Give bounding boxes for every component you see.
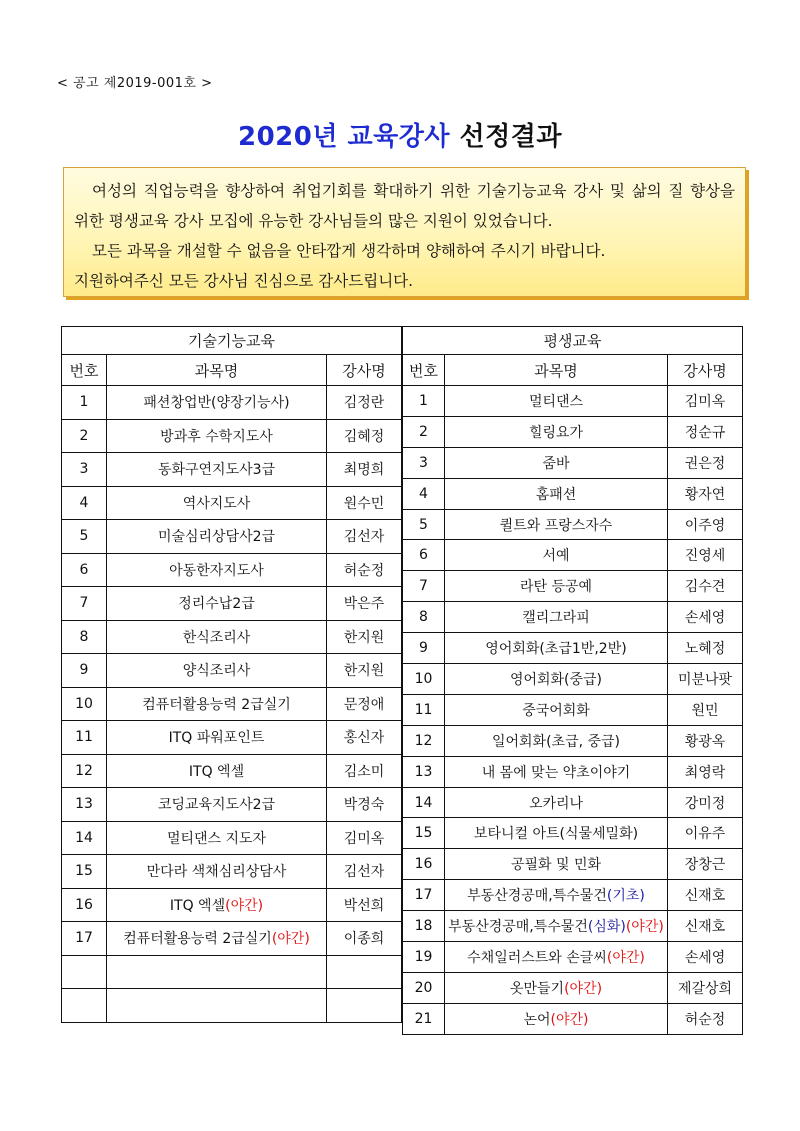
row-subject [445,478,668,509]
lifelong-education-table [402,326,743,1035]
row-number: 3 [62,453,107,487]
row-number: 5 [403,509,445,540]
title-result: 선정결과 [459,122,563,152]
row-number: 18 [403,911,445,942]
row-subject [107,520,327,554]
night-class-tag: (야간) [225,897,264,914]
row-number: 16 [62,888,107,922]
row-subject [445,972,668,1003]
table-row [403,818,743,849]
row-subject [107,620,327,654]
row-teacher: 정순규 [668,416,743,447]
row-teacher: 진영세 [668,540,743,571]
row-number: 10 [403,664,445,695]
row-number: 9 [403,633,445,664]
subject-name: 코딩교육지도사2급 [157,797,276,814]
row-subject [107,587,327,621]
table-row [62,520,402,554]
subject-name: 내 몸에 맞는 약초이야기 [481,764,631,781]
table-row [62,386,402,420]
column-header-subject: 과목명 [445,355,668,386]
row-number: 3 [403,447,445,478]
table-row [403,942,743,973]
row-subject [107,654,327,688]
level-tag: (기초) [606,888,645,905]
table-row [62,486,402,520]
row-teacher: 황광옥 [668,725,743,756]
table-row [403,386,743,417]
subject-name: 서예 [542,548,570,565]
row-teacher: 김정란 [327,386,402,420]
table-row [403,633,743,664]
row-teacher: 박경숙 [327,788,402,822]
row-teacher: 손세영 [668,602,743,633]
row-teacher: 김혜정 [327,419,402,453]
row-number: 16 [403,849,445,880]
table-row [403,756,743,787]
row-teacher: 김선자 [327,855,402,889]
row-teacher: 허순정 [327,553,402,587]
intro-box [63,167,746,297]
row-subject [107,721,327,755]
night-class-tag: (야간) [606,949,645,966]
subject-name: 수채일러스트와 손글씨 [467,949,607,966]
row-number: 14 [62,821,107,855]
notice-number: < 공고 제2019-001호 > [57,76,213,91]
row-subject [107,922,327,956]
subject-name: 부동산경공매,특수물건 [448,919,588,936]
row-number: 15 [403,818,445,849]
subject-name: 정리수납2급 [178,596,255,613]
table-row [62,989,402,1023]
row-subject [445,633,668,664]
row-number: 4 [62,486,107,520]
subject-name: 양식조리사 [182,663,251,680]
row-teacher: 이주영 [668,509,743,540]
row-teacher: 이종희 [327,922,402,956]
row-teacher: 홍신자 [327,721,402,755]
row-teacher: 김수견 [668,571,743,602]
row-teacher: 미분나팟 [668,664,743,695]
column-header-teacher: 강사명 [668,355,743,386]
row-teacher: 한지원 [327,654,402,688]
row-number: 2 [403,416,445,447]
subject-name: 컴퓨터활용능력 2급실기 [123,931,272,948]
table-row [62,922,402,956]
row-number: 13 [62,788,107,822]
table-row [62,955,402,989]
row-subject [445,540,668,571]
table-row [403,880,743,911]
subject-name: 라탄 등공예 [519,579,593,596]
table-row [62,721,402,755]
row-teacher: 신재호 [668,911,743,942]
row-subject [445,787,668,818]
subject-name: 영어회화(중급) [509,671,603,688]
subject-name: 패션창업반(양장기능사) [143,395,290,412]
column-header-subject: 과목명 [107,355,327,386]
row-teacher: 김선자 [327,520,402,554]
row-number: 19 [403,942,445,973]
row-number: 12 [62,754,107,788]
table-row [62,855,402,889]
row-teacher: 최영락 [668,756,743,787]
row-subject [107,386,327,420]
subject-name: 캘리그라피 [522,610,590,627]
row-teacher: 권은정 [668,447,743,478]
row-number: 8 [403,602,445,633]
level-tag: (심화) [587,919,626,936]
table-row [403,478,743,509]
row-number: 13 [403,756,445,787]
row-number: 2 [62,419,107,453]
table-row [62,587,402,621]
row-teacher: 김미옥 [668,386,743,417]
row-subject [445,664,668,695]
subject-name: ITQ 엑셀 [169,897,226,914]
subject-name: 멀티댄스 [528,393,584,410]
row-subject [445,725,668,756]
row-number: 10 [62,687,107,721]
subject-name: 동화구연지도사3급 [157,462,276,479]
table-row [62,888,402,922]
subject-name: 멀티댄스 지도자 [166,830,267,847]
row-number: 4 [403,478,445,509]
table-row [403,725,743,756]
row-number: 6 [62,553,107,587]
subject-name: 공필화 및 민화 [510,857,602,874]
subject-name: 홈패션 [535,486,577,503]
row-subject [445,911,668,942]
row-subject [445,849,668,880]
subject-name: 오카리나 [528,795,584,812]
row-subject [445,756,668,787]
row-teacher: 김소미 [327,754,402,788]
row-teacher: 박선희 [327,888,402,922]
table-row [403,849,743,880]
table-row [62,620,402,654]
subject-name: 방과후 수학지도사 [160,428,273,445]
row-number: 1 [403,386,445,417]
row-subject [107,419,327,453]
row-number [62,955,107,989]
row-number: 1 [62,386,107,420]
row-subject [445,571,668,602]
row-subject [445,942,668,973]
row-teacher: 제갈상희 [668,972,743,1003]
night-class-tag: (야간) [550,1011,589,1028]
row-teacher: 한지원 [327,620,402,654]
row-subject [107,855,327,889]
subject-name: 힐링요가 [528,424,584,441]
intro-line-1: 여성의 직업능력을 향상하여 취업기회를 확대하기 위한 기술기능교육 강사 및 삶의 질 향상을 위한 평생교육 강사 모집에 유능한 강사님들의 많은 지원이 있었습니다. [74,182,735,230]
row-subject [107,553,327,587]
table-row [62,453,402,487]
subject-name: 역사지도사 [182,495,251,512]
subject-name: 중국어회화 [522,702,590,719]
row-number: 7 [62,587,107,621]
row-subject [445,416,668,447]
row-subject [107,687,327,721]
subject-name: 영어회화(초급1반,2반) [485,641,627,658]
row-number: 11 [62,721,107,755]
row-number: 5 [62,520,107,554]
row-teacher: 원민 [668,694,743,725]
column-header-number: 번호 [403,355,445,386]
subject-name: ITQ 엑셀 [188,763,245,780]
row-teacher: 원수민 [327,486,402,520]
page-title [0,116,800,153]
row-subject [107,821,327,855]
section-title-technical: 기술기능교육 [62,327,402,355]
row-subject [107,989,327,1023]
subject-name: 컴퓨터활용능력 2급실기 [142,696,291,713]
subject-name: 미술심리상담사2급 [157,529,276,546]
subject-name: 논어 [523,1011,551,1028]
intro-line-2: 모든 과목을 개설할 수 없음을 안타깝게 생각하며 양해하여 주시기 바랍니다. [92,242,606,260]
subject-name: 줌바 [542,455,570,472]
subject-name: 아동한자지도사 [169,562,264,579]
table-row [403,602,743,633]
table-row [403,694,743,725]
row-number: 15 [62,855,107,889]
row-number: 21 [403,1003,445,1034]
row-teacher: 손세영 [668,942,743,973]
row-teacher: 최명희 [327,453,402,487]
row-number [62,989,107,1023]
night-class-tag: (야간) [564,980,603,997]
row-teacher: 장창근 [668,849,743,880]
subject-name: 만다라 색채심리상담사 [146,864,287,881]
row-subject [107,754,327,788]
row-subject [445,509,668,540]
table-row [62,821,402,855]
row-teacher: 김미옥 [327,821,402,855]
table-row [403,509,743,540]
row-teacher: 노혜정 [668,633,743,664]
table-row [62,754,402,788]
row-number: 11 [403,694,445,725]
row-subject [107,955,327,989]
row-number: 14 [403,787,445,818]
subject-name: 보타니컬 아트(식물세밀화) [473,826,639,843]
table-row [403,1003,743,1034]
night-class-tag: (야간) [271,931,310,948]
row-number: 12 [403,725,445,756]
table-row [403,787,743,818]
row-teacher: 신재호 [668,880,743,911]
row-subject [107,788,327,822]
table-row [62,419,402,453]
row-number: 17 [403,880,445,911]
table-row [62,654,402,688]
night-class-tag: (야간) [625,919,664,936]
row-subject [107,453,327,487]
row-teacher: 이유주 [668,818,743,849]
table-row [403,664,743,695]
subject-name: 옷만들기 [509,980,565,997]
row-number: 8 [62,620,107,654]
table-row [403,540,743,571]
table-row [403,416,743,447]
row-subject [445,694,668,725]
technical-education-table [61,326,402,1023]
row-teacher: 황자연 [668,478,743,509]
table-row [62,687,402,721]
row-number: 20 [403,972,445,1003]
row-teacher [327,955,402,989]
row-number: 17 [62,922,107,956]
section-title-lifelong: 평생교육 [403,327,743,355]
row-teacher: 박은주 [327,587,402,621]
title-main: 2020년 교육강사 [237,122,450,152]
row-subject [107,486,327,520]
table-row [403,447,743,478]
row-subject [445,818,668,849]
row-number: 7 [403,571,445,602]
subject-name: 일어회화(초급, 중급) [491,733,621,750]
column-header-number: 번호 [62,355,107,386]
row-subject [445,880,668,911]
table-row [403,911,743,942]
subject-name: ITQ 파워포인트 [168,730,265,747]
subject-name: 부동산경공매,특수물건 [467,888,607,905]
row-teacher: 강미정 [668,787,743,818]
row-subject [445,447,668,478]
table-row [403,571,743,602]
row-subject [107,888,327,922]
row-teacher: 문정애 [327,687,402,721]
row-subject [445,386,668,417]
row-number: 6 [403,540,445,571]
row-number: 9 [62,654,107,688]
table-row [62,553,402,587]
intro-line-3: 지원하여주신 모든 강사님 진심으로 감사드립니다. [74,272,414,290]
column-header-teacher: 강사명 [327,355,402,386]
table-row [403,972,743,1003]
table-row [62,788,402,822]
row-teacher [327,989,402,1023]
row-teacher: 허순정 [668,1003,743,1034]
subject-name: 퀼트와 프랑스자수 [499,517,613,534]
row-subject [445,1003,668,1034]
row-subject [445,602,668,633]
subject-name: 한식조리사 [182,629,251,646]
